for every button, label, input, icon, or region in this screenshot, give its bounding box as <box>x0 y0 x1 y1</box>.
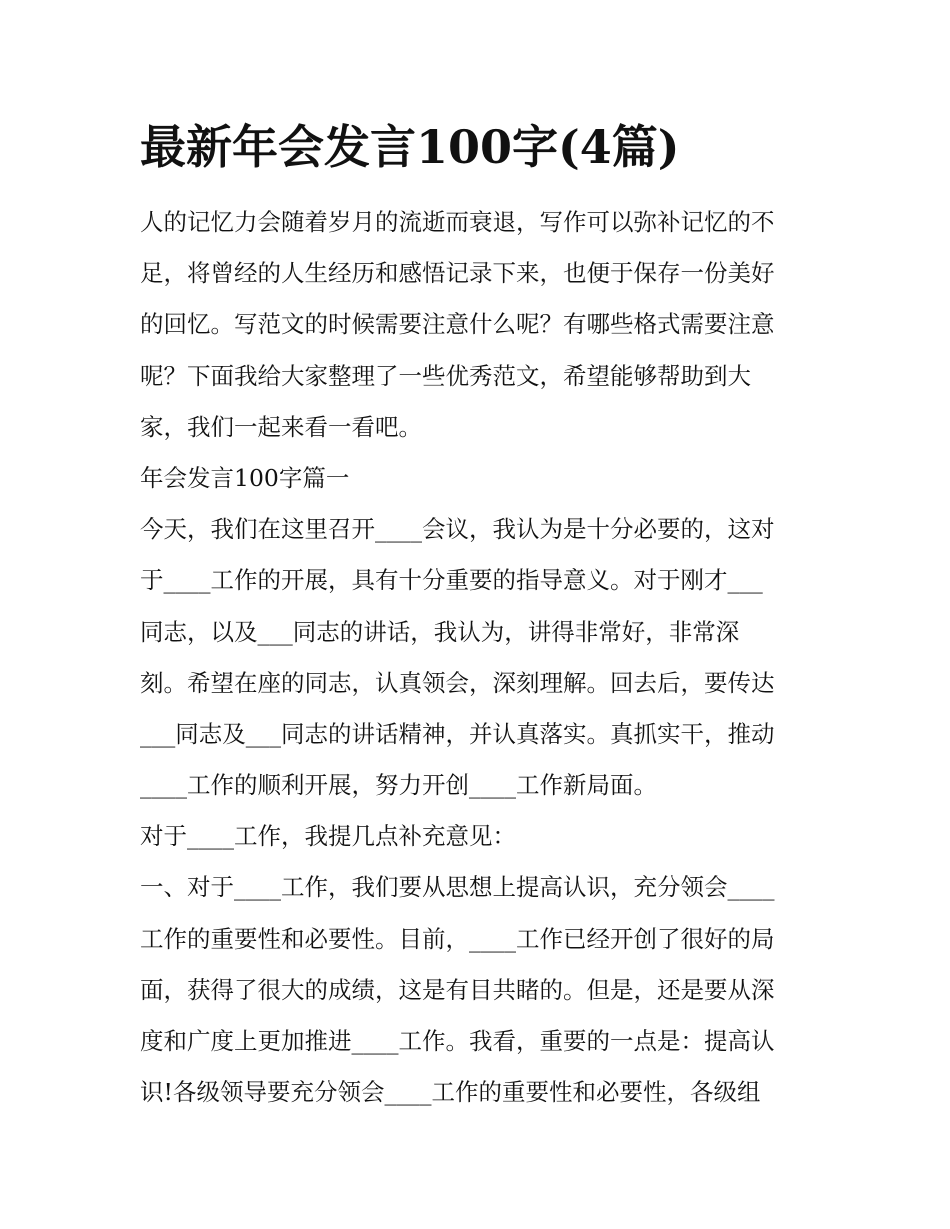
body-line-15: 工作的重要性和必要性。目前，____工作已经开创了很好的局 <box>140 924 775 953</box>
body-line-3: 的回忆。写范文的时候需要注意什么呢？有哪些格式需要注意 <box>140 310 775 339</box>
body-line-1: 人的记忆力会随着岁月的流逝而衰退，写作可以弥补记忆的不 <box>140 208 775 236</box>
body-line-9: 同志，以及___同志的讲话，我认为，讲得非常好，非常深 <box>140 617 740 646</box>
body-line-4: 呢？下面我给大家整理了一些优秀范文，希望能够帮助到大 <box>140 361 751 390</box>
body-line-8: 于____工作的开展，具有十分重要的指导意义。对于刚才___ <box>140 566 763 595</box>
body-line-14: 一、对于____工作，我们要从思想上提高认识，充分领会____ <box>140 873 775 902</box>
body-line-7: 今天，我们在这里召开____会议，我认为是十分必要的，这对 <box>140 515 775 544</box>
body-line-16: 面，获得了很大的成绩，这是有目共睹的。但是，还是要从深 <box>140 975 775 1004</box>
body-line-12: ____工作的顺利开展，努力开创____工作新局面。 <box>140 771 657 800</box>
body-line-13: 对于____工作，我提几点补充意见： <box>140 822 516 851</box>
body-line-18: 识!各级领导要充分领会____工作的重要性和必要性，各级组 <box>140 1078 761 1107</box>
body-line-17: 度和广度上更加推进____工作。我看，重要的一点是：提高认 <box>140 1027 775 1055</box>
body-line-10: 刻。希望在座的同志，认真领会，深刻理解。回去后，要传达 <box>140 668 775 697</box>
document-title: 最新年会发言100字(4篇) <box>140 120 680 174</box>
body-line-2: 足，将曾经的人生经历和感悟记录下来，也便于保存一份美好 <box>140 259 775 288</box>
body-line-5: 家，我们一起来看一看吧。 <box>140 412 422 441</box>
body-line-11: ___同志及___同志的讲话精神，并认真落实。真抓实干，推动 <box>140 719 775 748</box>
document-body <box>140 197 820 1118</box>
section-heading: 年会发言100字篇一 <box>140 463 350 492</box>
